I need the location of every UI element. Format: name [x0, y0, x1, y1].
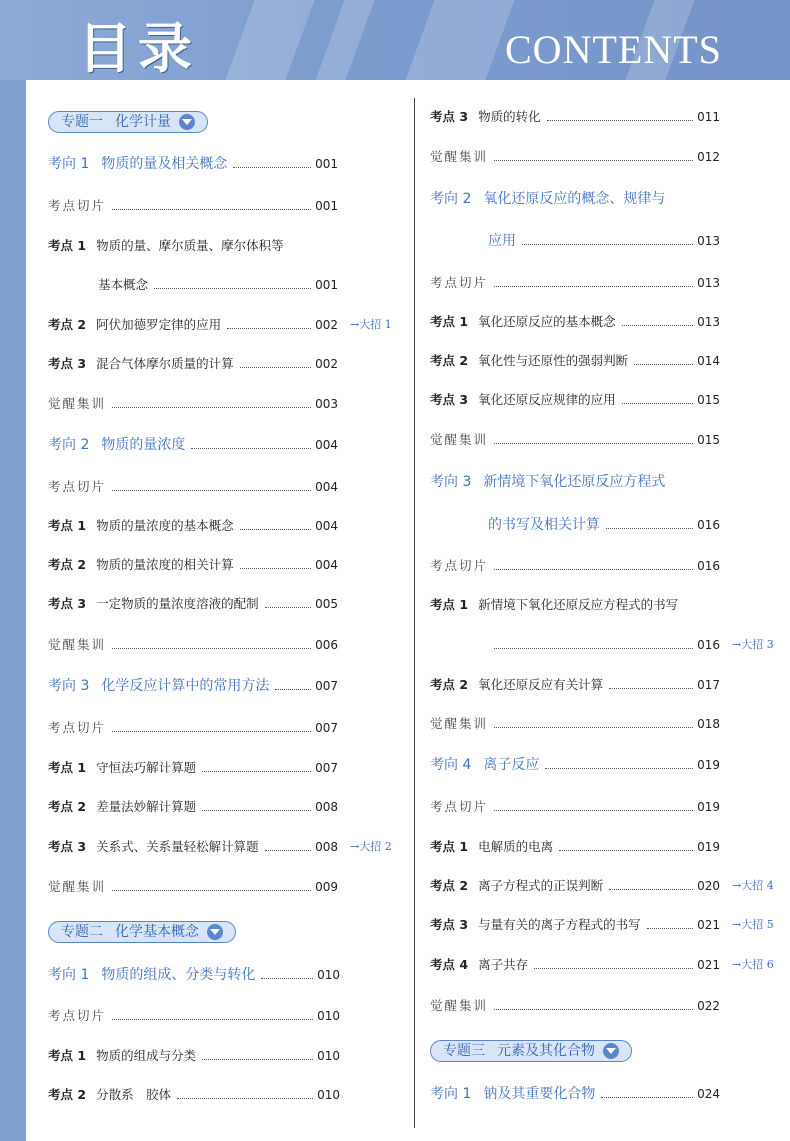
page-number: 004 — [315, 558, 338, 572]
dot-leader — [227, 328, 311, 329]
toc-entry[interactable] — [430, 875, 720, 897]
page-number: 013 — [697, 315, 720, 329]
toc-entry[interactable] — [48, 353, 338, 375]
page-number: 004 — [315, 480, 338, 494]
dot-leader — [622, 403, 694, 404]
toc-entry[interactable] — [430, 555, 720, 577]
toc-entry[interactable] — [430, 272, 720, 294]
entry-title: 物质的量、摩尔质量、摩尔体积等 — [96, 238, 284, 253]
entry-number: 考点 2 — [48, 1087, 87, 1102]
toc-section-entry[interactable] — [48, 153, 338, 175]
topic-2-name: 化学基本概念 — [115, 924, 199, 940]
toc-entry[interactable] — [48, 757, 338, 779]
dot-leader — [112, 648, 311, 649]
entry-number: 考点 2 — [430, 677, 469, 692]
entry-title: 觉醒集训 — [430, 149, 489, 164]
toc-entry[interactable] — [48, 836, 338, 858]
page-number: 019 — [697, 758, 720, 772]
entry-title: 的书写及相关计算 — [488, 517, 600, 533]
toc-entry[interactable] — [430, 350, 720, 372]
toc-entry[interactable] — [488, 634, 720, 656]
page-number: 021 — [697, 958, 720, 972]
entry-number: 考点 2 — [48, 317, 87, 332]
page-number: 020 — [697, 879, 720, 893]
dot-leader — [606, 528, 693, 529]
toc-entry[interactable] — [48, 796, 338, 818]
page-number: 021 — [697, 918, 720, 932]
chevron-down-icon — [603, 1043, 619, 1059]
dot-leader — [177, 1098, 313, 1099]
entry-title: 觉醒集训 — [430, 432, 489, 447]
dot-leader — [202, 810, 311, 811]
toc-section-entry[interactable] — [48, 964, 340, 986]
toc-entry[interactable] — [430, 836, 720, 858]
page-number: 007 — [315, 679, 338, 693]
page-number: 017 — [697, 678, 720, 692]
entry-number: 考点 4 — [430, 957, 469, 972]
dot-leader — [634, 364, 693, 365]
page-number: 015 — [697, 433, 720, 447]
entry-title: 差量法妙解计算题 — [96, 799, 197, 814]
entry-title: 新情境下氧化还原反应方程式 — [483, 474, 666, 490]
dot-leader — [609, 688, 693, 689]
entry-number: 考点 2 — [48, 799, 87, 814]
toc-entry[interactable] — [48, 1045, 340, 1067]
toc-entry[interactable] — [430, 106, 720, 128]
page-number: 004 — [315, 519, 338, 533]
entry-title: 觉醒集训 — [48, 396, 107, 411]
toc-entry[interactable] — [430, 713, 720, 735]
entry-number: 考点 1 — [48, 518, 87, 533]
entry-title: 分散系 胶体 — [96, 1087, 172, 1102]
page-number: 012 — [697, 150, 720, 164]
dot-leader — [112, 490, 311, 491]
page-number: 011 — [697, 110, 720, 124]
dot-leader — [494, 160, 693, 161]
dot-leader — [494, 1009, 693, 1010]
entry-title: 考点切片 — [430, 558, 489, 573]
dot-leader — [522, 244, 693, 245]
entry-title: 离子共存 — [478, 957, 529, 972]
entry-title: 氧化还原反应有关计算 — [478, 677, 604, 692]
dot-leader — [494, 286, 693, 287]
entry-title: 电解质的电离 — [478, 839, 554, 854]
entry-number: 考点 3 — [430, 917, 469, 932]
entry-number: 考点 2 — [430, 878, 469, 893]
chevron-down-icon — [207, 924, 223, 940]
trick-reference-link[interactable]: →大招 1 — [350, 318, 392, 331]
trick-reference-link[interactable]: →大招 3 — [732, 638, 774, 651]
page-number: 006 — [315, 638, 338, 652]
page-number: 013 — [697, 234, 720, 248]
page-number: 010 — [317, 1009, 340, 1023]
toc-entry[interactable] — [48, 393, 338, 415]
entry-number: 考向 1 — [48, 156, 90, 172]
toc-entry[interactable] — [48, 1005, 340, 1027]
dot-leader — [202, 1059, 313, 1060]
entry-title: 混合气体摩尔质量的计算 — [96, 356, 234, 371]
topic-3-badge[interactable] — [430, 1040, 632, 1062]
dot-leader — [534, 968, 693, 969]
entry-number: 考点 1 — [430, 597, 469, 612]
toc-section-entry[interactable] — [430, 1083, 720, 1105]
trick-reference-link[interactable]: →大招 5 — [732, 918, 774, 931]
entry-number: 考向 4 — [430, 757, 472, 773]
dot-leader — [545, 768, 693, 769]
entry-number: 考点 3 — [48, 596, 87, 611]
toc-entry[interactable] — [430, 594, 720, 616]
entry-title: 考点切片 — [430, 275, 489, 290]
dot-leader — [202, 771, 311, 772]
entry-title: 与量有关的离子方程式的书写 — [478, 917, 641, 932]
dot-leader — [112, 890, 311, 891]
toc-entry[interactable] — [48, 717, 338, 739]
trick-reference-link[interactable]: →大招 6 — [732, 958, 774, 971]
page-number: 016 — [697, 518, 720, 532]
toc-entry[interactable] — [48, 476, 338, 498]
entry-title: 物质的组成、分类与转化 — [101, 967, 256, 983]
entry-title: 物质的量及相关概念 — [101, 156, 228, 172]
page-number: 008 — [315, 840, 338, 854]
topic-1-badge[interactable] — [48, 111, 208, 133]
page-number: 001 — [315, 278, 338, 292]
entry-number: 考向 2 — [48, 437, 90, 453]
page-number: 010 — [317, 1088, 340, 1102]
dot-leader — [240, 529, 312, 530]
toc-entry[interactable] — [48, 634, 338, 656]
entry-title: 考点切片 — [48, 198, 107, 213]
page-number: 005 — [315, 597, 338, 611]
page-number: 015 — [697, 393, 720, 407]
toc-entry[interactable] — [430, 429, 720, 451]
entry-title: 关系式、关系量轻松解计算题 — [96, 839, 259, 854]
topic-1-name: 化学计量 — [115, 114, 171, 130]
title-english: CONTENTS — [505, 27, 722, 72]
dot-leader — [112, 731, 311, 732]
entry-title: 离子方程式的正误判断 — [478, 878, 604, 893]
dot-leader — [559, 850, 693, 851]
trick-reference-link[interactable]: →大招 2 — [350, 840, 392, 853]
entry-title: 氧化还原反应的概念、规律与 — [483, 191, 666, 207]
page-number: 009 — [315, 880, 338, 894]
entry-title: 化学反应计算中的常用方法 — [101, 678, 270, 694]
entry-number: 考点 1 — [48, 238, 87, 253]
entry-title: 守恒法巧解计算题 — [96, 760, 197, 775]
trick-reference-link[interactable]: →大招 4 — [732, 879, 774, 892]
toc-section-entry[interactable] — [430, 754, 720, 776]
toc-entry[interactable] — [48, 554, 338, 576]
entry-title: 氧化性与还原性的强弱判断 — [478, 353, 629, 368]
entry-title: 考点切片 — [48, 1008, 107, 1023]
dot-leader — [494, 569, 693, 570]
page-number: 010 — [317, 1049, 340, 1063]
entry-title: 觉醒集训 — [430, 998, 489, 1013]
topic-2-label: 专题二 — [61, 924, 103, 940]
toc-entry[interactable] — [430, 389, 720, 411]
toc-entry[interactable] — [48, 314, 338, 336]
toc-entry[interactable] — [48, 515, 338, 537]
chevron-down-icon — [179, 114, 195, 130]
toc-entry[interactable] — [48, 195, 338, 217]
dot-leader — [601, 1097, 693, 1098]
page-number: 014 — [697, 354, 720, 368]
entry-number: 考向 1 — [430, 1086, 472, 1102]
entry-number: 考点 2 — [430, 353, 469, 368]
page-number: 001 — [315, 199, 338, 213]
dot-leader — [240, 367, 312, 368]
entry-number: 考点 3 — [48, 356, 87, 371]
toc-entry[interactable] — [48, 876, 338, 898]
entry-title: 物质的量浓度的基本概念 — [96, 518, 234, 533]
entry-number: 考点 3 — [430, 392, 469, 407]
column-divider — [414, 98, 415, 1128]
entry-title: 物质的量浓度 — [101, 437, 186, 453]
page-header — [0, 0, 790, 80]
entry-number: 考向 3 — [48, 678, 90, 694]
entry-title: 氧化还原反应的基本概念 — [478, 314, 616, 329]
entry-number: 考向 1 — [48, 967, 90, 983]
dot-leader — [233, 167, 311, 168]
page-number: 022 — [697, 999, 720, 1013]
entry-number: 考向 3 — [430, 474, 472, 490]
topic-3-name: 元素及其化合物 — [497, 1043, 595, 1059]
topic-1-label: 专题一 — [61, 114, 103, 130]
page-number: 018 — [697, 717, 720, 731]
dot-leader — [494, 810, 693, 811]
entry-title: 物质的量浓度的相关计算 — [96, 557, 234, 572]
entry-title: 离子反应 — [483, 757, 540, 773]
toc-entry[interactable] — [430, 796, 720, 818]
dot-leader — [609, 889, 693, 890]
entry-title: 氧化还原反应规律的应用 — [478, 392, 616, 407]
page-number: 016 — [697, 559, 720, 573]
dot-leader — [494, 648, 693, 649]
toc-section-entry[interactable] — [48, 675, 338, 697]
dot-leader — [494, 443, 693, 444]
entry-number: 考点 1 — [430, 314, 469, 329]
entry-title: 考点切片 — [48, 479, 107, 494]
entry-number: 考点 1 — [430, 839, 469, 854]
toc-entry[interactable] — [430, 954, 720, 976]
toc-entry[interactable] — [48, 593, 338, 615]
dot-leader — [261, 978, 313, 979]
toc-entry[interactable] — [488, 514, 720, 536]
page-number: 002 — [315, 357, 338, 371]
topic-2-badge[interactable] — [48, 921, 236, 943]
entry-title: 觉醒集训 — [430, 716, 489, 731]
page-number: 002 — [315, 318, 338, 332]
entry-title: 新情境下氧化还原反应方程式的书写 — [478, 597, 679, 612]
toc-section-entry[interactable] — [430, 471, 720, 493]
toc-section-entry[interactable] — [48, 434, 338, 456]
dot-leader — [112, 209, 311, 210]
page-number: 008 — [315, 800, 338, 814]
dot-leader — [265, 607, 312, 608]
dot-leader — [112, 1019, 313, 1020]
page-number: 024 — [697, 1087, 720, 1101]
toc-entry[interactable] — [48, 1084, 340, 1106]
page-number: 007 — [315, 721, 338, 735]
toc-entry[interactable] — [430, 995, 720, 1017]
entry-title: 物质的转化 — [478, 109, 541, 124]
page-number: 013 — [697, 276, 720, 290]
entry-title: 基本概念 — [98, 277, 149, 292]
page-number: 019 — [697, 840, 720, 854]
entry-number: 考点 3 — [430, 109, 469, 124]
dot-leader — [275, 689, 311, 690]
toc-entry[interactable] — [430, 674, 720, 696]
dot-leader — [647, 928, 694, 929]
toc-entry[interactable] — [488, 230, 720, 252]
entry-title: 阿伏加德罗定律的应用 — [96, 317, 222, 332]
page-number: 007 — [315, 761, 338, 775]
entry-title: 考点切片 — [430, 799, 489, 814]
entry-title: 钠及其重要化合物 — [483, 1086, 596, 1102]
dot-leader — [547, 120, 694, 121]
page-number: 019 — [697, 800, 720, 814]
title-chinese: 目录 — [78, 17, 198, 80]
dot-leader — [191, 448, 311, 449]
dot-leader — [154, 288, 311, 289]
page-number: 003 — [315, 397, 338, 411]
entry-title: 物质的组成与分类 — [96, 1048, 197, 1063]
topic-3-label: 专题三 — [443, 1043, 485, 1059]
toc-entry[interactable] — [98, 274, 338, 296]
entry-title: 一定物质的量浓度溶液的配制 — [96, 596, 259, 611]
entry-number: 考点 1 — [48, 1048, 87, 1063]
toc-entry[interactable] — [430, 311, 720, 333]
entry-title: 考点切片 — [48, 720, 107, 735]
entry-title: 觉醒集训 — [48, 879, 107, 894]
dot-leader — [494, 727, 693, 728]
page-number: 010 — [317, 968, 340, 982]
toc-section-entry[interactable] — [430, 188, 720, 210]
toc-entry[interactable] — [430, 146, 720, 168]
entry-number: 考点 3 — [48, 839, 87, 854]
page-number: 004 — [315, 438, 338, 452]
entry-number: 考点 1 — [48, 760, 87, 775]
page-number: 016 — [697, 638, 720, 652]
entry-title: 觉醒集训 — [48, 637, 107, 652]
entry-number: 考点 2 — [48, 557, 87, 572]
dot-leader — [240, 568, 312, 569]
toc-entry[interactable] — [48, 235, 338, 257]
entry-title: 应用 — [488, 233, 516, 249]
dot-leader — [265, 850, 312, 851]
toc-entry[interactable] — [430, 914, 720, 936]
dot-leader — [622, 325, 694, 326]
page-number: 001 — [315, 157, 338, 171]
entry-number: 考向 2 — [430, 191, 472, 207]
dot-leader — [112, 407, 311, 408]
